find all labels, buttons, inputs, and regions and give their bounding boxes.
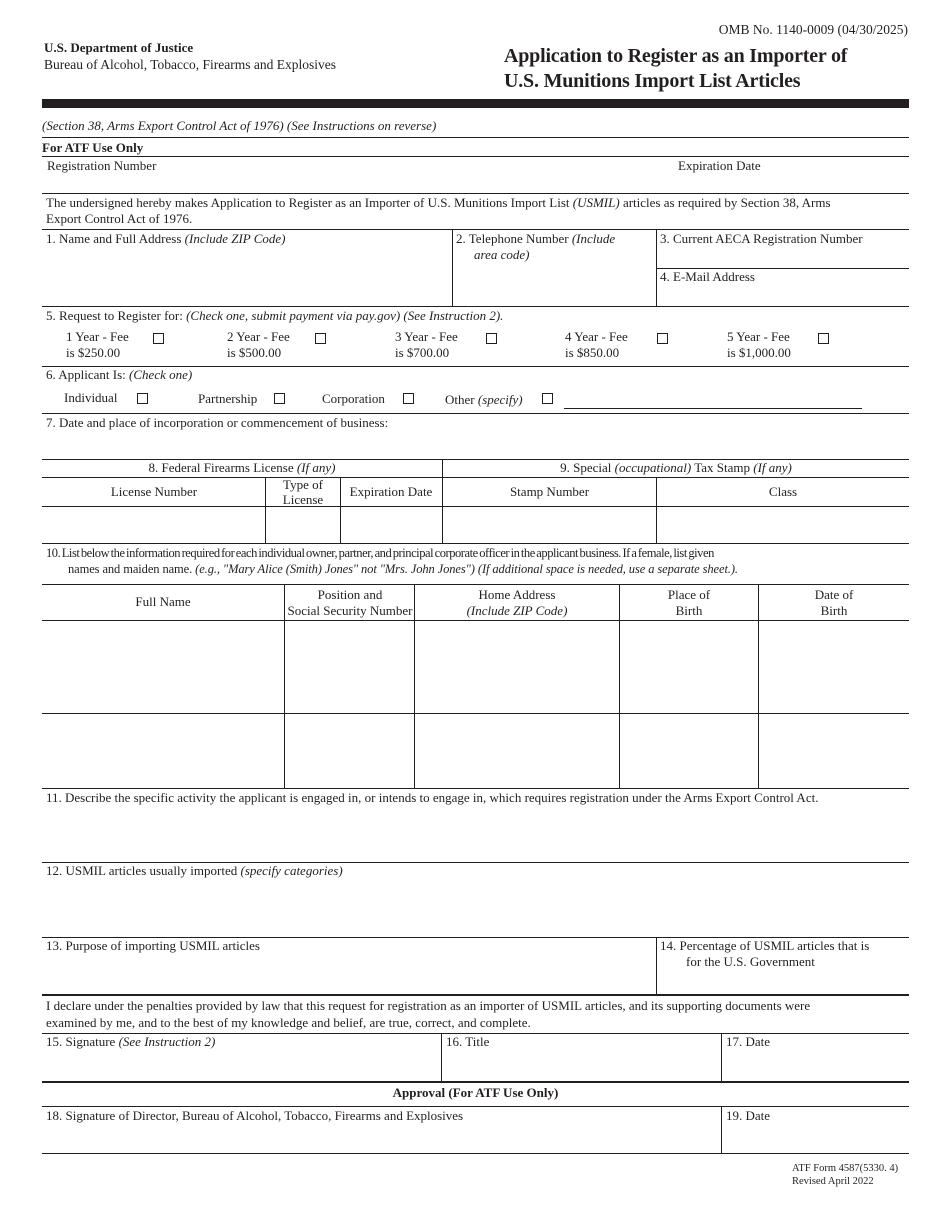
divider — [619, 584, 620, 788]
owner-1-place-of-birth-field[interactable] — [622, 622, 756, 712]
item6-label: 6. Applicant Is: (Check one) — [46, 367, 193, 382]
divider — [42, 1106, 909, 1107]
applicant-title-field[interactable] — [446, 1052, 718, 1079]
intro-statement-cont: Export Control Act of 1976. — [46, 211, 193, 226]
divider — [42, 620, 909, 621]
applicant-corporation-checkbox[interactable] — [403, 393, 414, 404]
date-of-birth-header-2: Birth — [820, 603, 848, 618]
divider — [42, 156, 909, 157]
fee-4-year-checkbox[interactable] — [657, 333, 668, 344]
owner-2-name-field[interactable] — [44, 715, 282, 787]
divider — [656, 477, 657, 543]
applicant-other-label: Other (specify) — [445, 392, 523, 407]
divider — [42, 713, 909, 714]
omb-number: OMB No. 1140-0009 (04/30/2025) — [718, 22, 908, 37]
home-address-header-1: Home Address — [478, 587, 556, 602]
declaration-text-cont: examined by me, and to the best of my knowledge and belief, are true, correct, and complete. — [46, 1015, 531, 1030]
stamp-class-field[interactable] — [659, 508, 907, 542]
divider — [42, 1153, 909, 1154]
item1-label: 1. Name and Full Address (Include ZIP Code) — [46, 231, 286, 246]
full-name-header: Full Name — [135, 594, 191, 609]
divider — [42, 506, 909, 507]
fee-option-1-label: 1 Year - Fee — [66, 329, 129, 344]
revision-date: Revised April 2022 — [792, 1176, 874, 1187]
license-type-header-1: Type of — [283, 477, 323, 492]
divider — [340, 477, 341, 543]
owner-1-name-field[interactable] — [44, 622, 282, 712]
item3-label: 3. Current AECA Registration Number — [660, 231, 863, 246]
divider — [656, 937, 657, 995]
item8-label: 8. Federal Firearms License (If any) — [148, 460, 336, 475]
divider — [265, 477, 266, 543]
item14-label: 14. Percentage of USMIL articles that is — [660, 938, 870, 953]
divider — [284, 584, 285, 788]
usmil-categories-field[interactable] — [46, 882, 906, 934]
declaration-text: I declare under the penalties provided by law that this request for registration as an importer of USMIL articles, and its supporting documents were — [46, 998, 811, 1013]
item15-label: 15. Signature (See Instruction 2) — [46, 1034, 216, 1049]
date-of-birth-header-1: Date of — [814, 587, 854, 602]
fee-option-4-label: 4 Year - Fee — [565, 329, 628, 344]
license-expiration-header: Expiration Date — [349, 484, 433, 499]
divider — [42, 137, 909, 138]
form-title-line2: U.S. Munitions Import List Articles — [504, 70, 801, 92]
item13-label: 13. Purpose of importing USMIL articles — [46, 938, 260, 953]
divider — [42, 543, 909, 544]
item10-instructions-cont: names and maiden name. (e.g., "Mary Alice (Smith) Jones" not "Mrs. John Jones") (If additional space is needed, use a separate sheet.). — [68, 562, 738, 576]
director-signature-field[interactable] — [46, 1126, 718, 1152]
applicant-date-field[interactable] — [726, 1052, 906, 1079]
fee-option-2-label: 2 Year - Fee — [227, 329, 290, 344]
fee-option-1-price: is $250.00 — [66, 345, 121, 360]
aeca-registration-field[interactable] — [660, 249, 906, 267]
divider — [42, 1081, 909, 1083]
owner-2-address-field[interactable] — [417, 715, 617, 787]
header-rule — [42, 99, 909, 108]
divider — [42, 584, 909, 585]
applicant-signature-field[interactable] — [46, 1052, 438, 1079]
divider — [721, 1106, 722, 1153]
form-subheader: (Section 38, Arms Export Control Act of 1976) (See Instructions on reverse) — [42, 118, 437, 133]
divider — [414, 584, 415, 788]
item16-label: 16. Title — [446, 1034, 490, 1049]
applicant-other-checkbox[interactable] — [542, 393, 553, 404]
item18-label: 18. Signature of Director, Bureau of Alcohol, Tobacco, Firearms and Explosives — [46, 1108, 464, 1123]
owner-1-position-ssn-field[interactable] — [287, 622, 413, 712]
item5-label: 5. Request to Register for: (Check one, submit payment via pay.gov) (See Instruction 2). — [46, 308, 504, 323]
name-address-field[interactable] — [44, 250, 448, 305]
divider — [42, 477, 909, 478]
fee-option-5-price: is $1,000.00 — [727, 345, 791, 360]
license-expiration-field[interactable] — [342, 508, 440, 542]
divider — [442, 459, 443, 543]
fee-5-year-checkbox[interactable] — [818, 333, 829, 344]
email-field[interactable] — [660, 287, 906, 305]
import-purpose-field[interactable] — [46, 956, 652, 993]
divider — [721, 1033, 722, 1081]
applicant-partnership-label: Partnership — [198, 391, 258, 406]
divider — [42, 413, 909, 414]
bureau-name: Bureau of Alcohol, Tobacco, Firearms and Explosives — [44, 57, 336, 72]
divider — [42, 788, 909, 789]
incorporation-date-place-field[interactable] — [46, 433, 906, 457]
stamp-number-header: Stamp Number — [509, 484, 590, 499]
fee-option-3-label: 3 Year - Fee — [395, 329, 458, 344]
applicant-partnership-checkbox[interactable] — [274, 393, 285, 404]
license-type-header-2: License — [282, 492, 324, 507]
owner-1-date-of-birth-field[interactable] — [761, 622, 907, 712]
item10-instructions: 10. List below the information required for each individual owner, partner, and principal corporate officer in the applicant business. If a female, list given — [46, 546, 714, 560]
place-of-birth-header-2: Birth — [675, 603, 703, 618]
applicant-corporation-label: Corporation — [322, 391, 385, 406]
divider — [42, 994, 909, 996]
item2-note: area code) — [474, 247, 530, 262]
fee-2-year-checkbox[interactable] — [315, 333, 326, 344]
owner-2-place-of-birth-field[interactable] — [622, 715, 756, 787]
owner-2-date-of-birth-field[interactable] — [761, 715, 907, 787]
fee-option-2-price: is $500.00 — [227, 345, 282, 360]
agency-name: U.S. Department of Justice — [44, 40, 194, 55]
item19-label: 19. Date — [726, 1108, 771, 1123]
divider — [758, 584, 759, 788]
expiration-date-label: Expiration Date — [678, 158, 761, 173]
telephone-field[interactable] — [456, 266, 652, 305]
form-title-line1: Application to Register as an Importer of — [504, 45, 848, 67]
intro-statement: The undersigned hereby makes Application to Register as an Importer of U.S. Munitions Import List (USMIL) articles as required by Section 38, Arms — [46, 195, 831, 210]
divider — [42, 193, 909, 194]
fee-1-year-checkbox[interactable] — [153, 333, 164, 344]
form-number: ATF Form 4587(5330. 4) — [792, 1163, 899, 1174]
applicant-individual-label: Individual — [64, 390, 118, 405]
fee-option-5-label: 5 Year - Fee — [727, 329, 790, 344]
applicant-other-specify-field[interactable] — [564, 394, 862, 409]
registration-number-label: Registration Number — [47, 158, 157, 173]
owner-2-position-ssn-field[interactable] — [287, 715, 413, 787]
item17-label: 17. Date — [726, 1034, 771, 1049]
position-ssn-header-2: Social Security Number — [287, 603, 413, 618]
divider — [452, 229, 453, 306]
divider — [42, 306, 909, 307]
activity-description-field[interactable] — [46, 808, 906, 860]
stamp-class-header: Class — [768, 484, 798, 499]
item14-label-cont: for the U.S. Government — [686, 954, 815, 969]
license-type-field[interactable] — [268, 508, 338, 542]
divider — [42, 229, 909, 230]
divider — [441, 1033, 442, 1081]
item4-label: 4. E-Mail Address — [660, 269, 755, 284]
stamp-number-field[interactable] — [445, 508, 654, 542]
position-ssn-header-1: Position and — [317, 587, 383, 602]
applicant-individual-checkbox[interactable] — [137, 393, 148, 404]
approval-date-field[interactable] — [726, 1126, 906, 1152]
item7-label: 7. Date and place of incorporation or commencement of business: — [46, 415, 389, 430]
atf-use-heading: For ATF Use Only — [42, 140, 144, 155]
license-number-header: License Number — [110, 484, 198, 499]
fee-option-4-price: is $850.00 — [565, 345, 620, 360]
license-number-field[interactable] — [44, 508, 264, 542]
item9-label: 9. Special (occupational) Tax Stamp (If any) — [560, 460, 792, 475]
item2-label: 2. Telephone Number (Include — [456, 231, 616, 246]
item12-label: 12. USMIL articles usually imported (specify categories) — [46, 863, 343, 878]
government-percentage-field[interactable] — [660, 972, 906, 993]
fee-option-3-price: is $700.00 — [395, 345, 450, 360]
place-of-birth-header-1: Place of — [667, 587, 711, 602]
approval-heading: Approval (For ATF Use Only) — [392, 1085, 559, 1100]
item11-label: 11. Describe the specific activity the applicant is engaged in, or intends to engage in, which requires registration under the Arms Export Control Act. — [46, 790, 819, 805]
owner-1-address-field[interactable] — [417, 622, 617, 712]
fee-3-year-checkbox[interactable] — [486, 333, 497, 344]
home-address-header-2: (Include ZIP Code) — [466, 603, 568, 618]
